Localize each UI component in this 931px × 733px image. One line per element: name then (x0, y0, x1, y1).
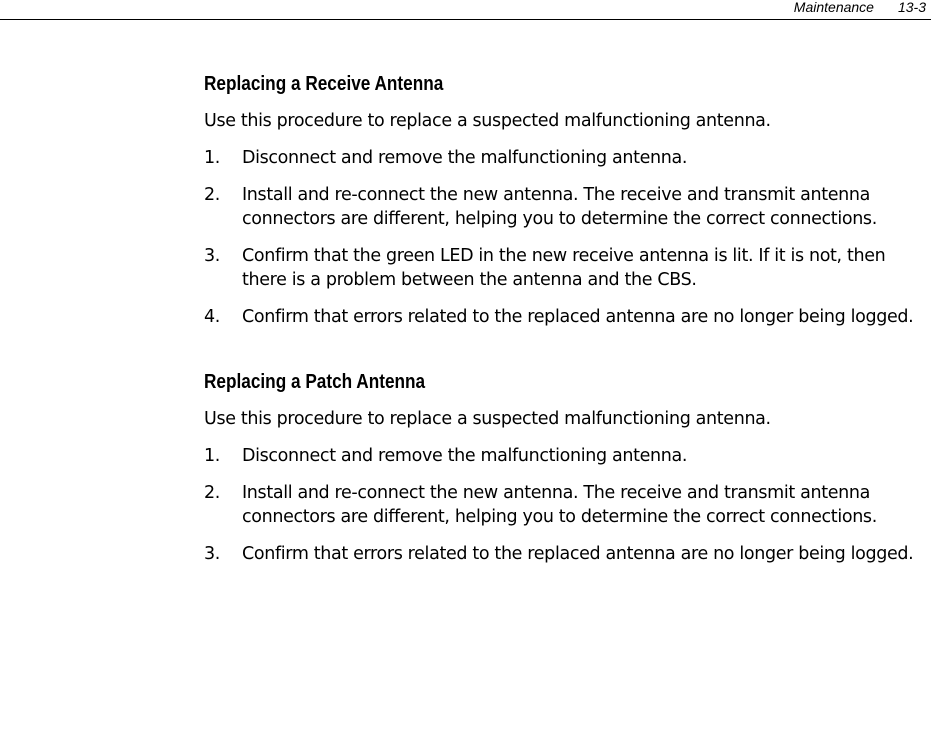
section-intro: Use this procedure to replace a suspected malfunctioning antenna. (204, 409, 771, 429)
procedure-steps (204, 444, 929, 566)
procedure-step (204, 481, 929, 529)
section-heading: Replacing a Patch Antenna (204, 371, 426, 393)
step-number: 4. (204, 307, 220, 327)
step-number: 1. (204, 446, 220, 466)
step-number: 2. (204, 483, 220, 503)
header-section-title: Maintenance (793, 0, 874, 15)
step-number: 1. (204, 148, 220, 168)
step-number: 3. (204, 544, 220, 564)
step-text: Confirm that errors related to the replaced antenna are no longer being logged. (242, 544, 914, 564)
section-patch-antenna (204, 369, 929, 566)
procedure-step (204, 542, 929, 566)
page-content (204, 71, 929, 606)
procedure-step (204, 305, 929, 329)
step-text: Install and re-connect the new antenna. The receive and transmit antenna connectors are different, helping you to determine the correct connections. (242, 483, 877, 527)
step-number: 2. (204, 185, 220, 205)
header-text (794, 0, 926, 15)
step-text: Disconnect and remove the malfunctioning antenna. (242, 446, 688, 466)
step-text: Install and re-connect the new antenna. The receive and transmit antenna connectors are different, helping you to determine the correct connections. (242, 185, 877, 229)
procedure-step (204, 146, 929, 170)
step-number: 3. (204, 246, 220, 266)
step-text: Disconnect and remove the malfunctioning antenna. (242, 148, 688, 168)
step-text: Confirm that errors related to the replaced antenna are no longer being logged. (242, 307, 914, 327)
running-header (0, 0, 931, 20)
procedure-steps (204, 146, 929, 329)
procedure-step (204, 244, 929, 292)
procedure-step (204, 444, 929, 468)
section-heading: Replacing a Receive Antenna (204, 73, 444, 95)
section-intro: Use this procedure to replace a suspected malfunctioning antenna. (204, 111, 771, 131)
header-page-number: 13-3 (897, 0, 926, 15)
procedure-step (204, 183, 929, 231)
step-text: Confirm that the green LED in the new receive antenna is lit. If it is not, then there is a problem between the antenna and the CBS. (242, 246, 886, 290)
section-receive-antenna (204, 71, 929, 329)
